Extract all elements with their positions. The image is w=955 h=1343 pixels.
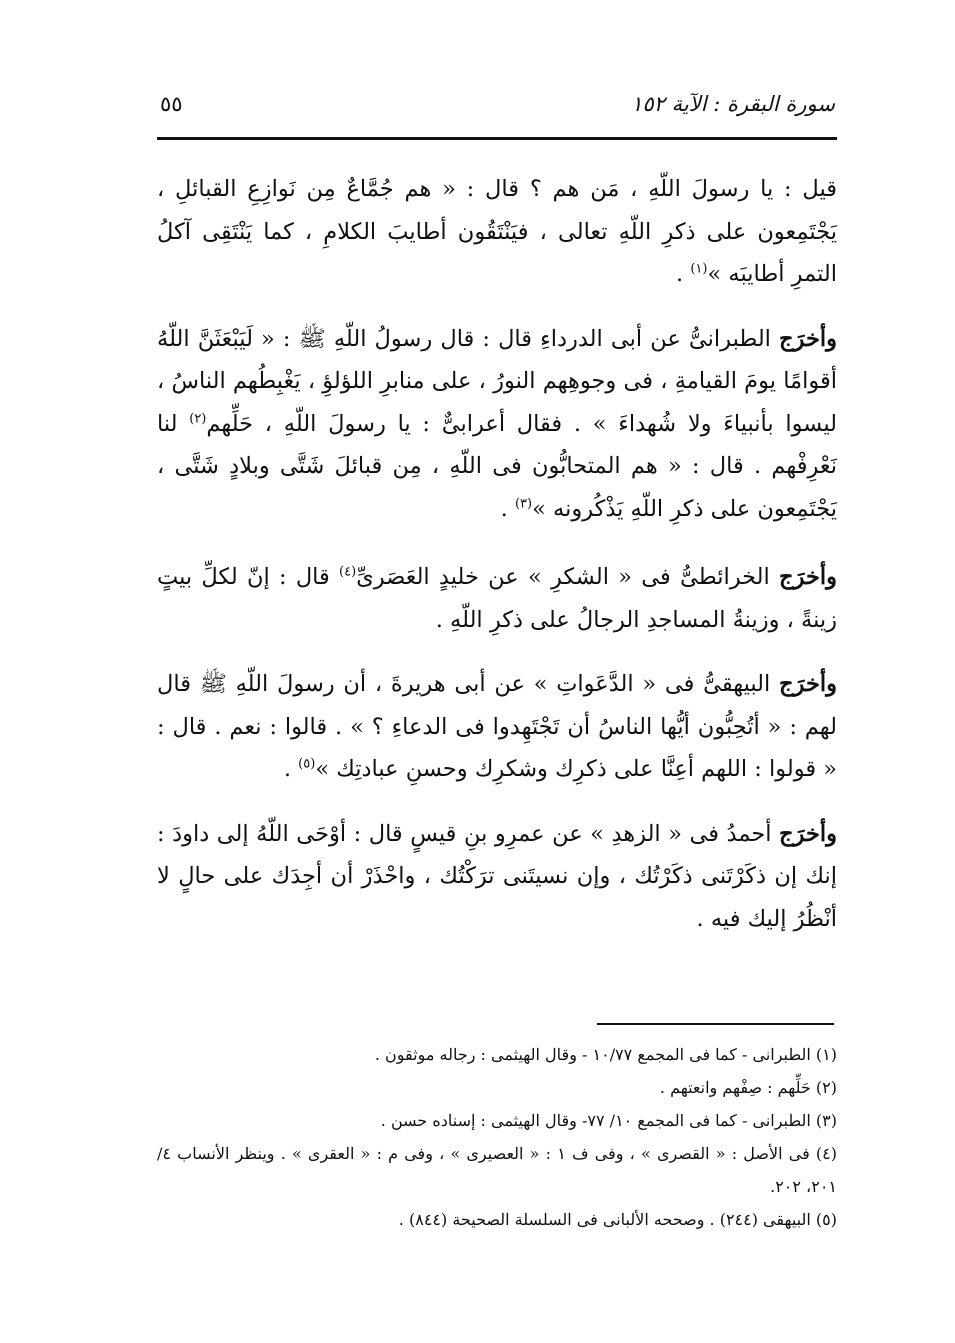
paragraph-lead: وأخرَج <box>779 325 837 352</box>
footnote-rule <box>597 1023 834 1025</box>
paragraph-text: الخرائطىُّ فى « الشكرِ » عن خليدٍ العَصَرىِّ <box>356 564 780 590</box>
running-title: سورة البقرة : الآية ١٥٢ <box>631 92 835 116</box>
paragraph-2 <box>157 318 837 531</box>
paragraph-text: أحمدُ فى « الزهدِ » عن عمرِو بنِ قيسٍ قال : أوْحَى اللّهُ إلى داودَ : إنك إن ذكَرْتَنى ذكَرْتُك ، وإن نسيتَنى ترَكْتُك ، واحْذَرْ أن أجِدَك على حالٍ لا أنْظُرُ إليك فيه . <box>157 820 837 932</box>
footnote-ref[interactable]: (٤) <box>339 564 357 580</box>
paragraph-lead: وأخرَج <box>779 564 837 590</box>
footnote-5: (٥) البيهقى (٢٤٤) . وصححه الألبانى فى السلسلة الصحيحة (٨٤٤) . <box>398 1210 837 1229</box>
paragraph-5 <box>157 813 837 941</box>
paragraph-text: قيل : يا رسولَ اللّهِ ، مَن هم ؟ قال : « هم جُمَّاعٌ مِن نَوازِعِ القبائلِ ، يَجْتَمِعون على ذكرِ اللّهِ تعالى ، فيَنْتَقُون أطايبَ الكلامِ ، كما يَنْتَقِى آكلُ التمرِ أطايبَه » <box>157 176 837 287</box>
paragraph-4 <box>157 663 837 791</box>
page-header <box>160 92 835 132</box>
paragraph-text: قال : إنّ لكلِّ بيتٍ زينةً ، وزينةُ المساجدِ الرجالُ على ذكرِ اللّهِ . <box>157 564 837 633</box>
paragraph-text: . <box>500 495 515 522</box>
paragraph-text: البيهقىُّ فى « الدَّعَواتِ » عن أبى هريرةَ ، أن رسولَ اللّهِ ﷺ قال لهم : « أتُحِبُّون أيُّها الناسُ أن تَجْتَهِدوا فى الدعاءِ ؟ » . قالوا : نعم . قال : « قولوا : اللهم أعِنَّا على ذكرِك وشكرِك وحسنِ عبادتِك » <box>157 671 837 782</box>
footnote-4: (٤) فى الأصل : « القصرى » ، وفى ف ١ : « العصيرى » ، وفى م : « العقرى » . وينظر الأنساب ٤/ ٢٠١، ٢٠٢. <box>157 1144 837 1196</box>
page-number: ٥٥ <box>160 92 183 116</box>
footnote-1: (١) الطبرانى - كما فى المجمع ١٠/٧٧ - وقال الهيثمى : رجاله موثقون . <box>374 1045 837 1064</box>
paragraph-3 <box>157 556 837 641</box>
paragraph-1 <box>157 168 837 296</box>
main-text <box>157 168 837 962</box>
paragraph-text: لنا نَعْرِفْهم . قال : « هم المتحابُّون فى اللّهِ ، مِن قبائلَ شَتَّى وبلادٍ شَتَّى ، يَجْتَمِعون على ذكرِ اللّهِ يَذْكُرونه » <box>157 410 837 522</box>
footnote-ref[interactable]: (١) <box>690 261 708 277</box>
footnote-ref[interactable]: (٣) <box>514 496 533 511</box>
footnote-ref[interactable]: (٢) <box>189 411 207 426</box>
header-rule <box>157 137 837 140</box>
paragraph-lead: وأخرَج <box>779 820 837 847</box>
footnote-3: (٣) الطبرانى - كما فى المجمع ١٠/ ٧٧- وقال الهيثمى : إسناده حسن . <box>380 1111 837 1130</box>
footnotes <box>157 1038 837 1236</box>
footnote-2: (٢) حَلِّهم : صِفْهم وانعتهم . <box>659 1078 837 1097</box>
footnote-ref[interactable]: (٥) <box>298 756 316 772</box>
paragraph-text: الطبرانىُّ عن أبى الدرداءِ قال : قال رسولُ اللّهِ ﷺ : « لَيَبْعَثَنَّ اللّهُ أقوامًا يومَ القيامةِ ، فى وجوهِهم النورُ ، على منابرِ اللؤلؤِ ، يَغْبِطُهم الناسُ ، ليسوا بأنبياءَ ولا شُهداءَ » . فقال أعرابىٌّ : يا رسولَ اللّهِ ، حَلِّهم <box>157 325 837 437</box>
paragraph-text: . <box>676 261 691 287</box>
paragraph-text: . <box>283 756 299 782</box>
paragraph-lead: وأخرَج <box>779 671 837 697</box>
